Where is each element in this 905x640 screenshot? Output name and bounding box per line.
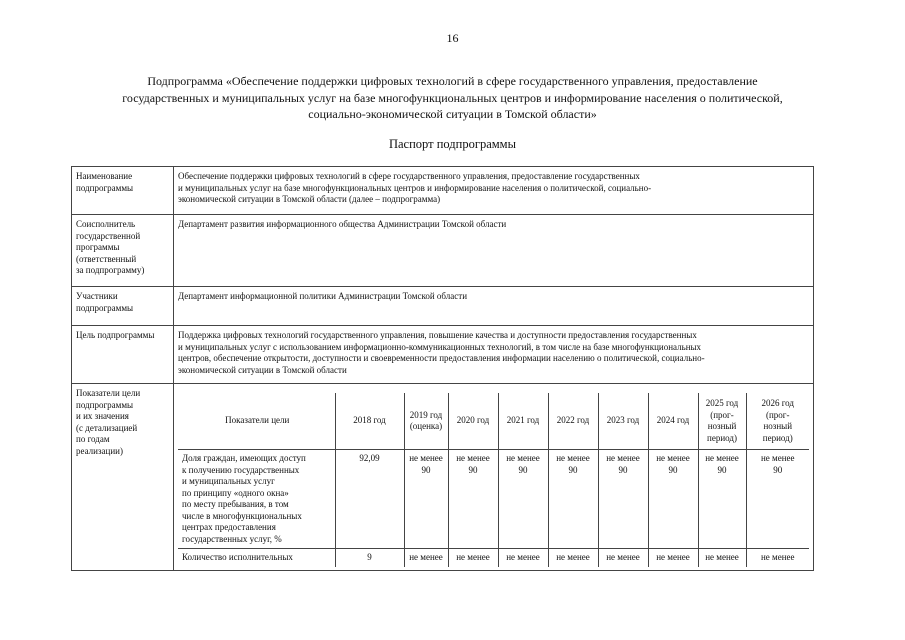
- passport-row-participants: [72, 287, 814, 326]
- value-line: центров, обеспечение открытости, доступности и своевременности предоставления информации населению о политической, социально-: [178, 353, 705, 363]
- label-line: программы: [76, 242, 120, 252]
- label-line: государственной: [76, 230, 141, 241]
- title-line: социально-экономической ситуации в Томской области»: [308, 107, 597, 121]
- row-label: [72, 167, 174, 215]
- row-label: [72, 384, 174, 571]
- value-line: Департамент информационной политики Администрации Томской области: [178, 291, 468, 301]
- passport-row-goal: [72, 326, 814, 384]
- indicators-header-row: [178, 393, 809, 450]
- value-line: экономической ситуации в Томской области: [178, 364, 347, 375]
- indicator-value: не менее 90: [746, 450, 809, 549]
- header-cell: 2020 год: [448, 393, 498, 450]
- value-line: Поддержка цифровых технологий государственного управления, повышение качества и доступности предоставления государственных: [178, 330, 697, 340]
- indicator-value: не менее: [746, 549, 809, 567]
- row-label: [72, 326, 174, 384]
- indicator-value: не менее 90: [698, 450, 746, 549]
- passport-heading: Паспорт подпрограммы: [388, 137, 516, 151]
- label-line: подпрограммы: [76, 302, 134, 313]
- indicator-value: не менее: [498, 549, 548, 567]
- header-cell: 2025 год (прог- нозный период): [698, 393, 746, 450]
- indicator-value: не менее 90: [598, 450, 648, 549]
- indicator-value: не менее: [404, 549, 448, 567]
- label-line: по годам: [76, 434, 110, 444]
- row-label: [72, 215, 174, 287]
- row-value: [174, 326, 814, 384]
- indicators-cell: [174, 384, 814, 571]
- row-value: [174, 287, 814, 326]
- indicator-value: не менее: [548, 549, 598, 567]
- label-line: Соисполнитель: [76, 219, 136, 229]
- label-line: и их значения: [76, 411, 129, 421]
- indicator-value: 92,09: [335, 450, 404, 549]
- header-cell: Показатели цели: [178, 393, 335, 450]
- value-line: и муниципальных услуг с использованием информационно-коммуникационных технологий, в том числе на базе многофункциональных: [178, 341, 702, 352]
- passport-row-name: [72, 167, 814, 215]
- indicator-value: не менее 90: [448, 450, 498, 549]
- row-value: [174, 215, 814, 287]
- label-line: Показатели цели: [76, 388, 141, 398]
- subprogram-title: [60, 73, 845, 123]
- page-number: 16: [446, 31, 459, 45]
- label-line: подпрограммы: [76, 182, 134, 193]
- value-line: Департамент развития информационного общества Администрации Томской области: [178, 219, 507, 229]
- label-line: Участники: [76, 291, 118, 301]
- label-line: (с детализацией: [76, 422, 138, 433]
- label-line: реализации): [76, 445, 123, 456]
- indicator-value: не менее: [598, 549, 648, 567]
- passport-row-coexecutor: [72, 215, 814, 287]
- value-line: Обеспечение поддержки цифровых технологий в сфере государственного управления, предоставление государственных: [178, 171, 640, 181]
- label-line: Наименование: [76, 171, 133, 181]
- indicator-value: не менее 90: [548, 450, 598, 549]
- row-value: [174, 167, 814, 215]
- passport-row-indicators: [72, 384, 814, 571]
- indicator-name: Доля граждан, имеющих доступ к получению государственных и муниципальных услуг по принципу «одного окна» по месту пребывания, в том числе в многофункциональных центрах предоставления государственных услуг, %: [178, 450, 335, 549]
- label-line: Цель подпрограммы: [76, 330, 155, 340]
- indicator-value: не менее: [698, 549, 746, 567]
- indicator-row: [178, 450, 809, 549]
- indicator-value: 9: [335, 549, 404, 567]
- indicator-value: не менее: [648, 549, 698, 567]
- row-label: [72, 287, 174, 326]
- header-cell: 2023 год: [598, 393, 648, 450]
- value-line: экономической ситуации в Томской области (далее – подпрограмма): [178, 194, 441, 204]
- indicator-value: не менее 90: [648, 450, 698, 549]
- header-cell: 2022 год: [548, 393, 598, 450]
- indicator-value: не менее: [448, 549, 498, 567]
- indicator-value: не менее 90: [498, 450, 548, 549]
- header-cell: 2021 год: [498, 393, 548, 450]
- indicator-row: [178, 549, 809, 567]
- header-cell: 2018 год: [335, 393, 404, 450]
- label-line: подпрограммы: [76, 399, 134, 410]
- header-cell: 2026 год (прог- нозный период): [746, 393, 809, 450]
- indicator-value: не менее 90: [404, 450, 448, 549]
- title-line: государственных и муниципальных услуг на базе многофункциональных центров и информирование населения о политической,: [122, 90, 783, 105]
- header-cell: 2019 год (оценка): [404, 393, 448, 450]
- value-line: и муниципальных услуг на базе многофункциональных центров и информирование населения о политической, социально-: [178, 182, 652, 193]
- title-line: Подпрограмма «Обеспечение поддержки цифровых технологий в сфере государственного управления, предоставление: [147, 74, 758, 88]
- label-line: за подпрограмму): [76, 265, 145, 275]
- label-line: (ответственный: [76, 253, 137, 264]
- indicator-name: Количество исполнительных: [178, 549, 335, 567]
- passport-table: [71, 166, 814, 571]
- indicators-table: [178, 393, 809, 567]
- header-cell: 2024 год: [648, 393, 698, 450]
